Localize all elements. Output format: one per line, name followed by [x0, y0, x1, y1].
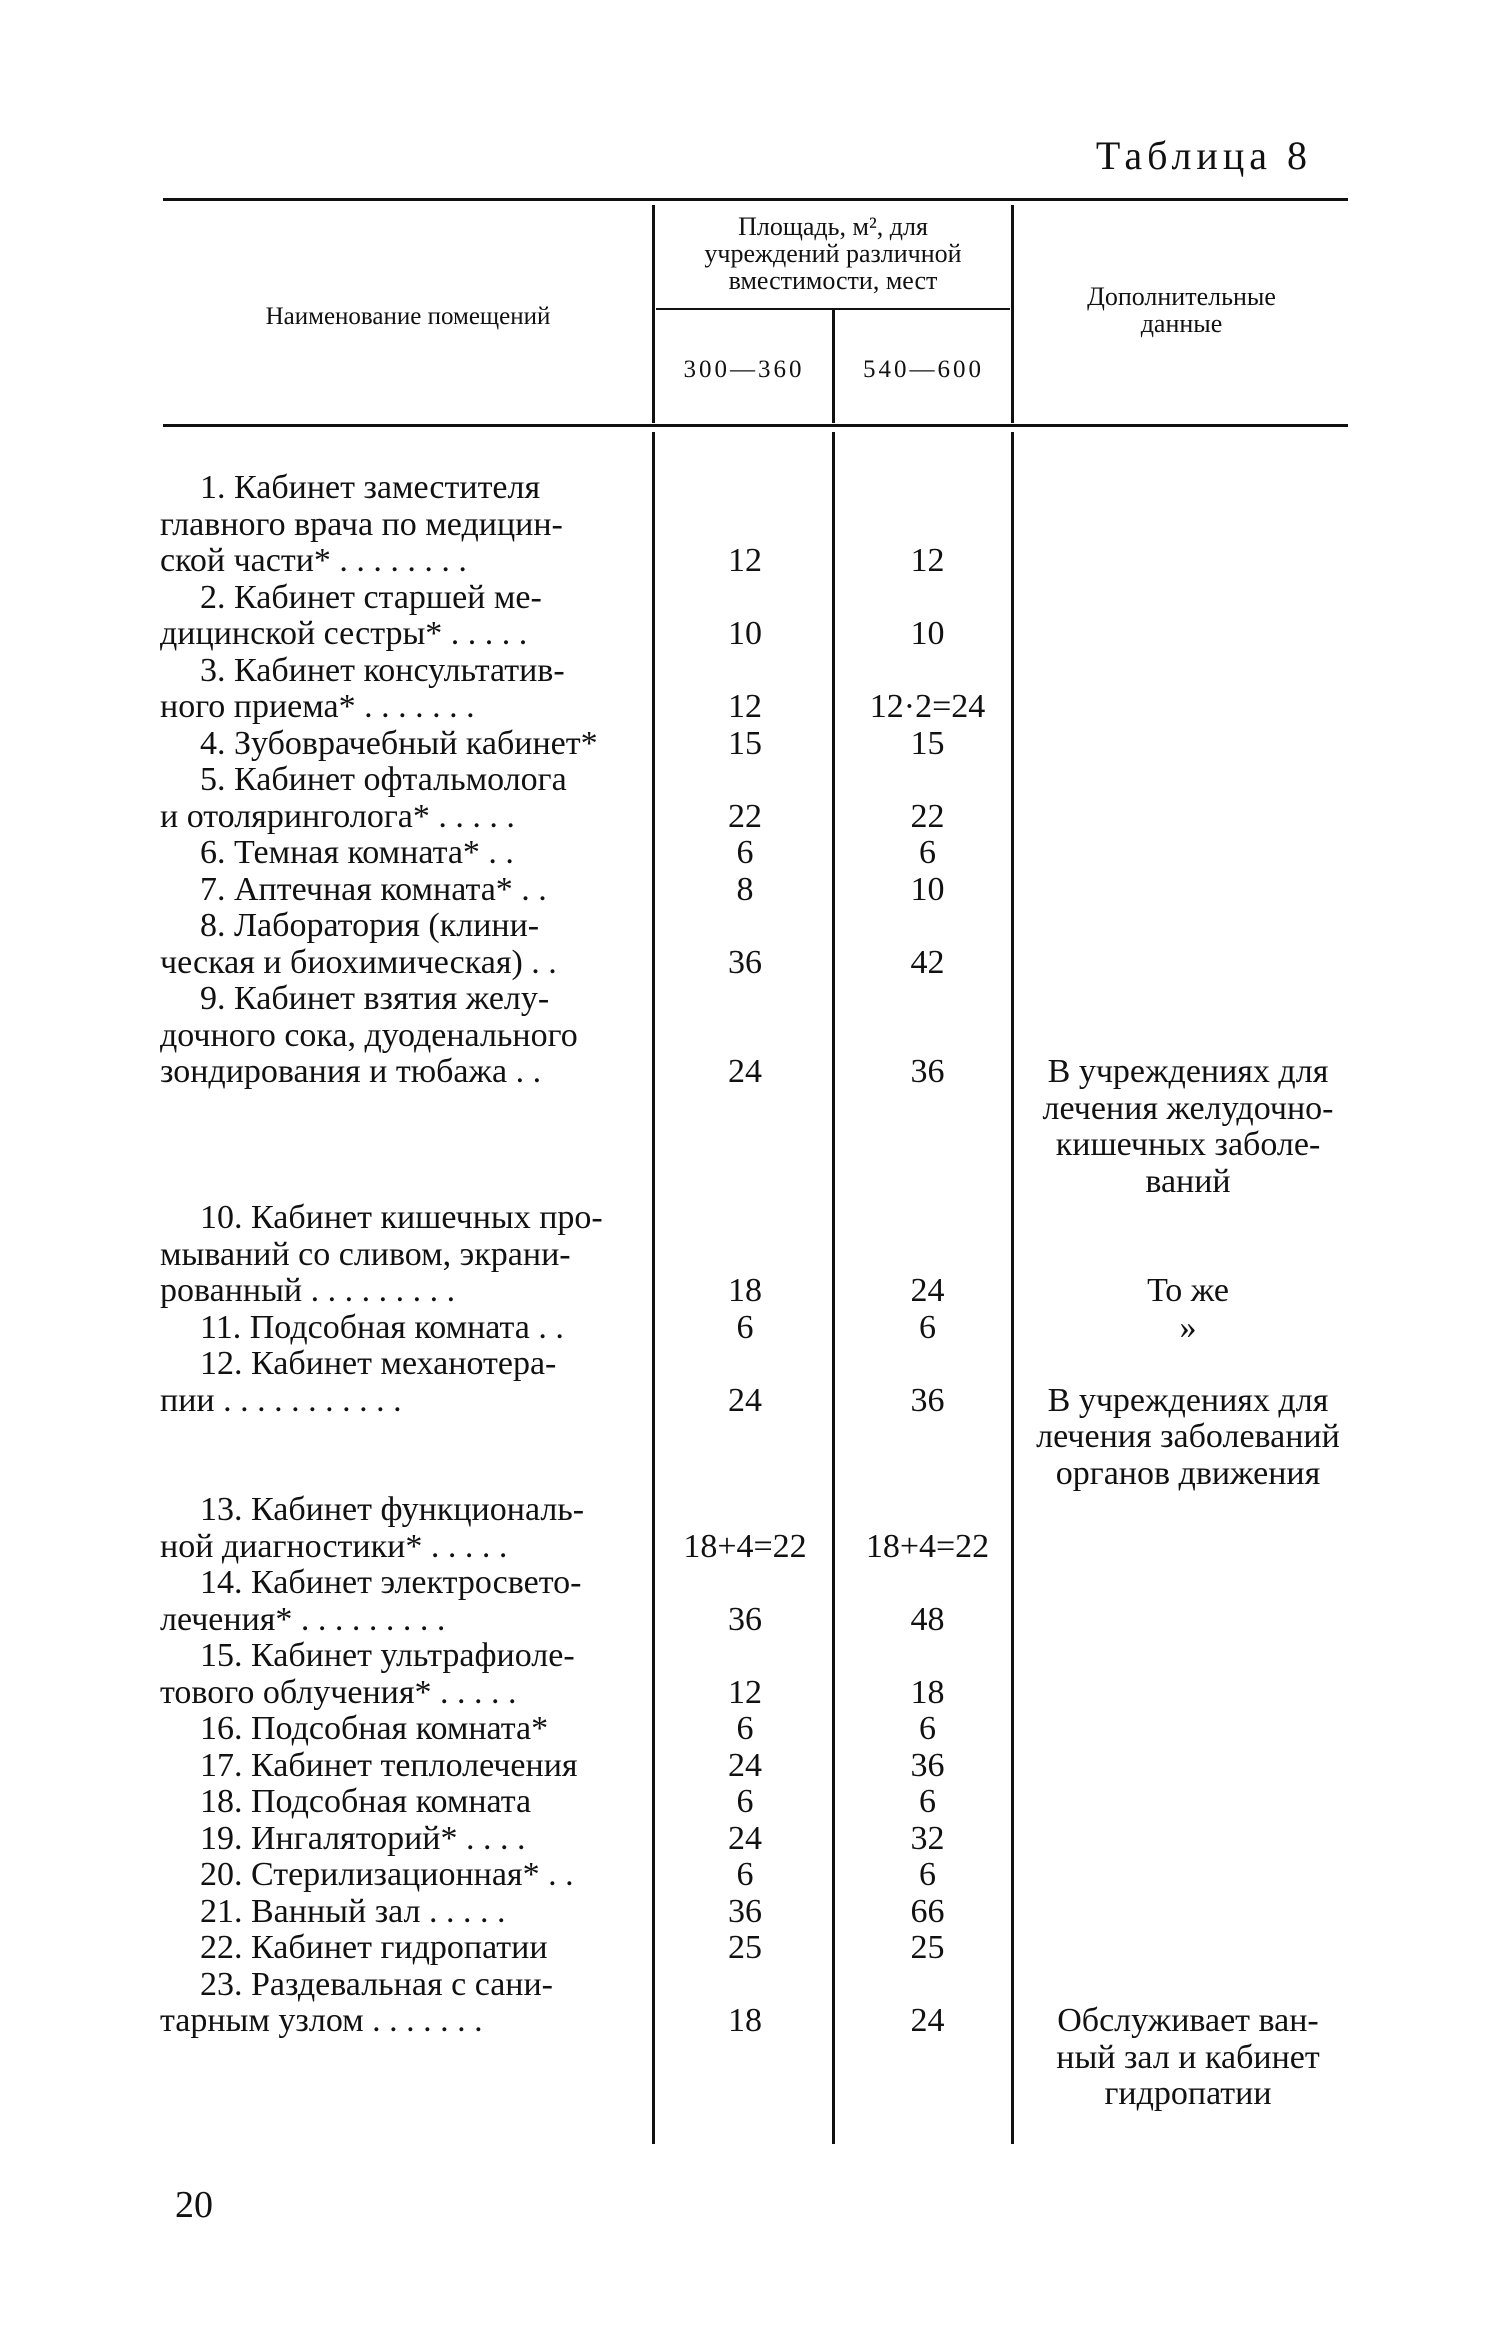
row-name-line: и отоляринголога* . . . . . [160, 798, 515, 835]
row-name-line: 2. Кабинет старшей ме- [200, 579, 542, 616]
row-name-line: 19. Ингаляторий* . . . . [200, 1820, 526, 1857]
table-top-rule [163, 198, 1348, 201]
area-300-360-value: 6 [736, 834, 754, 871]
header-vline-2 [832, 310, 835, 423]
area-300-360-value: 18 [728, 2002, 762, 2039]
additional-note-line: кишечных заболе- [1055, 1126, 1321, 1163]
header-bottom-rule [163, 424, 1348, 427]
additional-note-line: То же [1147, 1272, 1229, 1309]
area-540-600-value: 15 [910, 724, 945, 762]
area-540-600-value: 12 [910, 542, 945, 579]
area-540-600-value: 18+4=22 [865, 1527, 990, 1565]
header-area-line-1: Площадь, м², для [738, 212, 928, 241]
row-name-line: ческая и биохимическая) . . [160, 944, 557, 981]
area-540-600-value: 36 [910, 1053, 945, 1090]
header-area-line-2: учреждений различной [704, 239, 962, 268]
additional-note-line: В учреждениях для [1047, 1053, 1329, 1090]
area-540-600-value: 24 [910, 2002, 945, 2039]
area-540-600-value: 6 [919, 1308, 936, 1346]
area-300-360-value: 12 [728, 1673, 762, 1711]
row-name-line: 10. Кабинет кишечных про- [200, 1200, 603, 1236]
area-300-360-value: 18+4=22 [683, 1527, 807, 1565]
area-540-600-value: 6 [919, 1783, 936, 1820]
additional-note-line: лечения желудочно- [1042, 1089, 1334, 1127]
header-vline-3 [1011, 205, 1014, 423]
area-540-600-value: 6 [919, 1856, 936, 1893]
additional-note-line: ваний [1145, 1162, 1231, 1200]
area-540-600-value: 36 [910, 1381, 945, 1419]
row-name-line: 6. Темная комната* . . [200, 835, 514, 871]
row-name-line: 1. Кабинет заместителя [200, 470, 541, 506]
row-name-line: 9. Кабинет взятия желу- [200, 981, 550, 1017]
area-300-360-value: 36 [728, 1892, 762, 1930]
area-540-600-value: 66 [910, 1892, 945, 1930]
row-name-line: дицинской сестры* . . . . . [160, 616, 528, 652]
row-name-line: 4. Зубоврачебный кабинет* [200, 725, 598, 762]
area-300-360-value: 12 [728, 688, 762, 725]
row-name-line: дочного сока, дуоденального [160, 1017, 578, 1054]
area-540-600-value: 10 [910, 870, 945, 908]
row-name-line: 18. Подсобная комната [200, 1784, 532, 1820]
row-name-line: 12. Кабинет механотера- [200, 1346, 557, 1382]
area-540-600-value: 12·2=24 [869, 688, 986, 725]
area-300-360-value: 8 [736, 870, 754, 908]
additional-note-line: лечения заболеваний [1036, 1418, 1340, 1455]
additional-note-line: органов движения [1055, 1454, 1321, 1492]
row-name-line: 16. Подсобная комната* [200, 1711, 549, 1747]
area-300-360-value: 18 [728, 1272, 762, 1309]
area-540-600-value: 6 [919, 834, 936, 871]
row-name-line: 5. Кабинет офтальмолога [200, 762, 567, 798]
area-540-600-value: 48 [910, 1600, 945, 1638]
row-name-line: 7. Аптечная комната* . . [200, 871, 547, 908]
area-300-360-value: 25 [728, 1929, 762, 1966]
row-name-line: 14. Кабинет электросвето- [200, 1565, 582, 1601]
area-300-360-value: 6 [736, 1710, 754, 1747]
area-540-600-value: 24 [910, 1272, 945, 1309]
area-540-600-value: 32 [910, 1819, 945, 1857]
row-name-line: 13. Кабинет функциональ- [200, 1492, 585, 1528]
row-name-line: ного приема* . . . . . . . [160, 689, 475, 725]
row-name-line: рованный . . . . . . . . . [160, 1273, 456, 1309]
area-540-600-value: 25 [910, 1929, 945, 1966]
area-300-360-value: 36 [728, 943, 762, 981]
area-300-360-value: 6 [736, 1783, 754, 1820]
header-extra-line-1: Дополнительные [1087, 282, 1276, 311]
area-300-360-value: 36 [728, 1600, 762, 1638]
additional-note-line: В учреждениях для [1047, 1381, 1329, 1419]
page-number: 20 [175, 2184, 213, 2226]
area-540-600-value: 42 [910, 943, 945, 981]
row-name-line: 17. Кабинет теплолечения [200, 1747, 578, 1784]
area-300-360-value: 10 [728, 615, 762, 652]
row-name-line: 8. Лаборатория (клини- [200, 908, 540, 944]
row-name-line: ной диагностики* . . . . . [160, 1528, 508, 1565]
row-name-line: 20. Стерилизационная* . . [200, 1857, 574, 1893]
table-title: Таблица 8 [1095, 133, 1312, 178]
row-name-line: 21. Ванный зал . . . . . [200, 1893, 506, 1930]
area-540-600-value: 36 [910, 1746, 945, 1784]
row-name-line: зондирования и тюбажа . . [160, 1054, 542, 1090]
row-name-line: главного врача по медицин- [160, 506, 563, 543]
area-300-360-value: 24 [728, 1746, 762, 1784]
area-300-360-value: 24 [728, 1381, 762, 1419]
area-540-600-value: 22 [910, 797, 945, 835]
header-extra-line-2: данные [1140, 309, 1223, 338]
row-name-line: 23. Раздевальная с сани- [200, 1966, 553, 2003]
area-540-600-value: 6 [919, 1710, 936, 1747]
row-name-line: 22. Кабинет гидропатии [200, 1930, 548, 1966]
row-name-line: тового облучения* . . . . . [160, 1674, 517, 1711]
row-name-line: мываний со сливом, экрани- [160, 1236, 571, 1273]
area-540-600-value: 18 [910, 1673, 945, 1711]
area-540-600-value: 10 [910, 615, 945, 652]
additional-note-line: » [1179, 1308, 1197, 1346]
row-name-line: ской части* . . . . . . . . [160, 543, 467, 579]
header-vline-1 [652, 205, 655, 423]
row-name-line: тарным узлом . . . . . . . [160, 2003, 483, 2039]
row-name-line: 11. Подсобная комната . . [200, 1309, 564, 1346]
header-capacity-540: 540—600 [863, 356, 984, 383]
header-name-column: Наименование помещений [265, 303, 551, 330]
area-300-360-value: 15 [728, 724, 762, 762]
additional-note-line: гидропатии [1104, 2075, 1272, 2112]
area-300-360-value: 24 [728, 1053, 762, 1090]
row-name-line: лечения* . . . . . . . . . [160, 1601, 446, 1638]
additional-note-line: Обслуживает ван- [1057, 2002, 1319, 2039]
area-300-360-value: 22 [728, 797, 762, 835]
area-300-360-value: 24 [728, 1819, 762, 1857]
row-name-line: пии . . . . . . . . . . . [160, 1382, 402, 1419]
area-300-360-value: 6 [736, 1856, 754, 1893]
row-name-line: 15. Кабинет ультрафиоле- [200, 1638, 575, 1674]
header-area-line-3: вместимости, мест [728, 266, 938, 295]
additional-note-line: ный зал и кабинет [1056, 2038, 1320, 2076]
row-name-line: 3. Кабинет консультатив- [200, 652, 565, 689]
area-300-360-value: 12 [728, 542, 762, 579]
area-300-360-value: 6 [736, 1308, 754, 1346]
header-capacity-300: 300—360 [683, 356, 805, 383]
